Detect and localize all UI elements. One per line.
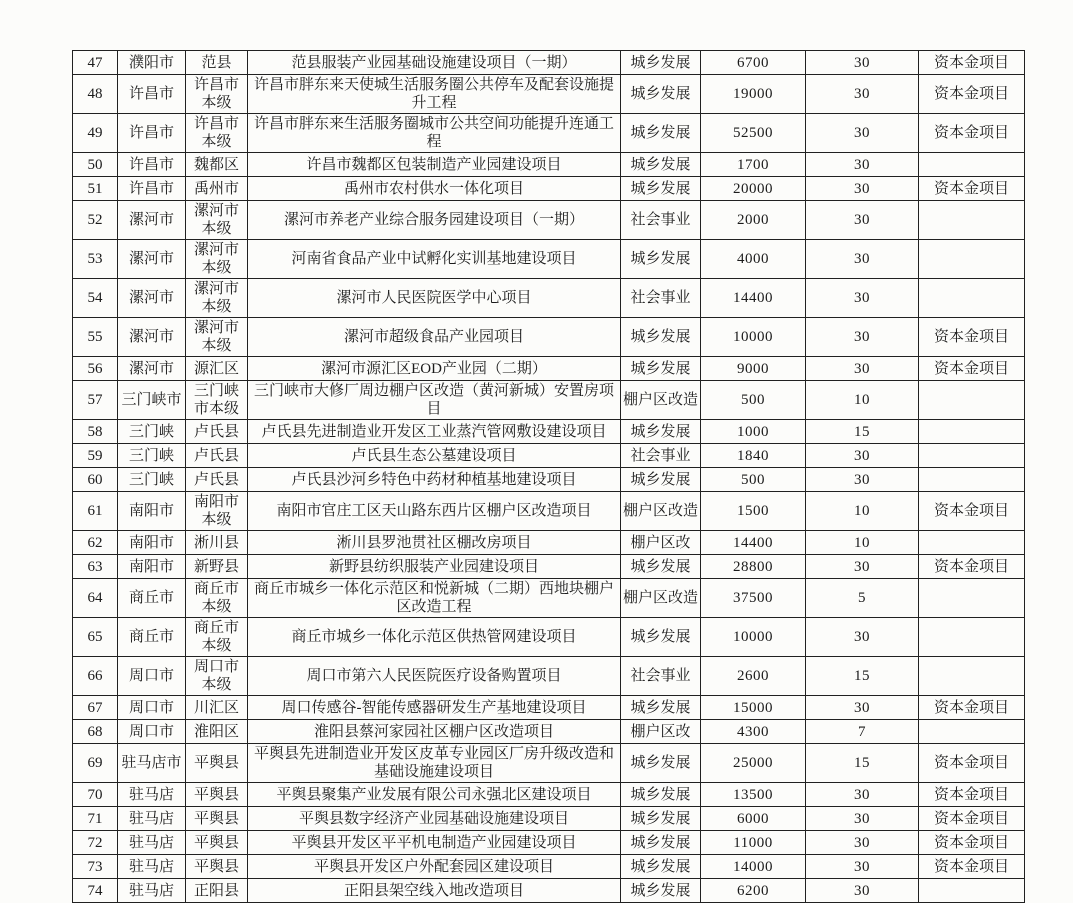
cell-percent: 30 — [806, 75, 919, 114]
cell-percent: 30 — [806, 201, 919, 240]
cell-city: 三门峡 — [118, 468, 186, 492]
cell-project: 河南省食品产业中试孵化实训基地建设项目 — [248, 240, 621, 279]
cell-category: 城乡发展 — [621, 744, 701, 783]
table-row — [73, 657, 1025, 696]
cell-county: 三门峡市本级 — [186, 381, 248, 420]
table-row — [73, 618, 1025, 657]
cell-note: 资本金项目 — [919, 831, 1025, 855]
cell-project: 漯河市源汇区EOD产业园（二期） — [248, 357, 621, 381]
cell-category: 城乡发展 — [621, 696, 701, 720]
cell-county: 漯河市本级 — [186, 279, 248, 318]
cell-city: 商丘市 — [118, 618, 186, 657]
cell-category: 城乡发展 — [621, 177, 701, 201]
cell-note: 资本金项目 — [919, 855, 1025, 879]
cell-amount: 6700 — [701, 51, 806, 75]
cell-city: 周口市 — [118, 696, 186, 720]
cell-city: 周口市 — [118, 657, 186, 696]
cell-project: 许昌市魏都区包装制造产业园建设项目 — [248, 153, 621, 177]
cell-category: 城乡发展 — [621, 318, 701, 357]
cell-seq: 68 — [73, 720, 118, 744]
cell-category: 城乡发展 — [621, 618, 701, 657]
cell-category: 城乡发展 — [621, 783, 701, 807]
cell-seq: 60 — [73, 468, 118, 492]
cell-percent: 10 — [806, 381, 919, 420]
cell-category: 城乡发展 — [621, 75, 701, 114]
cell-project: 范县服装产业园基础设施建设项目（一期） — [248, 51, 621, 75]
cell-county: 淅川县 — [186, 531, 248, 555]
cell-note — [919, 444, 1025, 468]
cell-seq: 54 — [73, 279, 118, 318]
table-row — [73, 420, 1025, 444]
cell-city: 驻马店市 — [118, 744, 186, 783]
table-row — [73, 492, 1025, 531]
cell-project: 漯河市养老产业综合服务园建设项目（一期） — [248, 201, 621, 240]
cell-county: 周口市本级 — [186, 657, 248, 696]
table-row — [73, 831, 1025, 855]
cell-city: 濮阳市 — [118, 51, 186, 75]
cell-project: 许昌市胖东来天使城生活服务圈公共停车及配套设施提升工程 — [248, 75, 621, 114]
cell-seq: 73 — [73, 855, 118, 879]
cell-category: 社会事业 — [621, 444, 701, 468]
cell-county: 卢氏县 — [186, 468, 248, 492]
cell-percent: 30 — [806, 879, 919, 903]
cell-city: 驻马店 — [118, 879, 186, 903]
cell-seq: 74 — [73, 879, 118, 903]
cell-county: 源汇区 — [186, 357, 248, 381]
cell-county: 范县 — [186, 51, 248, 75]
cell-seq: 70 — [73, 783, 118, 807]
cell-project: 周口市第六人民医院医疗设备购置项目 — [248, 657, 621, 696]
cell-category: 城乡发展 — [621, 240, 701, 279]
cell-city: 南阳市 — [118, 531, 186, 555]
cell-county: 正阳县 — [186, 879, 248, 903]
cell-note: 资本金项目 — [919, 555, 1025, 579]
cell-percent: 5 — [806, 579, 919, 618]
table-row — [73, 177, 1025, 201]
cell-note: 资本金项目 — [919, 696, 1025, 720]
cell-percent: 30 — [806, 555, 919, 579]
cell-amount: 1840 — [701, 444, 806, 468]
cell-note — [919, 879, 1025, 903]
cell-seq: 62 — [73, 531, 118, 555]
table-row — [73, 531, 1025, 555]
cell-county: 平舆县 — [186, 744, 248, 783]
cell-category: 棚户区改造 — [621, 381, 701, 420]
cell-amount: 15000 — [701, 696, 806, 720]
table-row — [73, 807, 1025, 831]
cell-note: 资本金项目 — [919, 177, 1025, 201]
cell-seq: 66 — [73, 657, 118, 696]
table-row — [73, 240, 1025, 279]
cell-category: 城乡发展 — [621, 114, 701, 153]
cell-seq: 71 — [73, 807, 118, 831]
cell-project: 三门峡市大修厂周边棚户区改造（黄河新城）安置房项目 — [248, 381, 621, 420]
cell-project: 商丘市城乡一体化示范区供热管网建设项目 — [248, 618, 621, 657]
cell-amount: 500 — [701, 468, 806, 492]
cell-note: 资本金项目 — [919, 75, 1025, 114]
cell-percent: 30 — [806, 807, 919, 831]
cell-amount: 20000 — [701, 177, 806, 201]
cell-percent: 30 — [806, 318, 919, 357]
cell-amount: 19000 — [701, 75, 806, 114]
cell-note: 资本金项目 — [919, 492, 1025, 531]
cell-amount: 6000 — [701, 807, 806, 831]
cell-seq: 58 — [73, 420, 118, 444]
cell-project: 平舆县数字经济产业园基础设施建设项目 — [248, 807, 621, 831]
table-row — [73, 75, 1025, 114]
cell-percent: 30 — [806, 444, 919, 468]
cell-category: 棚户区改 — [621, 720, 701, 744]
cell-county: 许昌市本级 — [186, 114, 248, 153]
cell-amount: 14400 — [701, 279, 806, 318]
cell-seq: 49 — [73, 114, 118, 153]
cell-percent: 30 — [806, 240, 919, 279]
projects-table-body — [73, 51, 1025, 903]
cell-seq: 69 — [73, 744, 118, 783]
cell-city: 商丘市 — [118, 579, 186, 618]
cell-county: 平舆县 — [186, 807, 248, 831]
cell-project: 淮阳县蔡河家园社区棚户区改造项目 — [248, 720, 621, 744]
cell-project: 正阳县架空线入地改造项目 — [248, 879, 621, 903]
cell-category: 社会事业 — [621, 279, 701, 318]
cell-city: 驻马店 — [118, 783, 186, 807]
table-row — [73, 279, 1025, 318]
cell-city: 许昌市 — [118, 177, 186, 201]
cell-seq: 65 — [73, 618, 118, 657]
cell-amount: 14400 — [701, 531, 806, 555]
cell-project: 南阳市官庄工区天山路东西片区棚户区改造项目 — [248, 492, 621, 531]
cell-project: 卢氏县生态公墓建设项目 — [248, 444, 621, 468]
cell-city: 漯河市 — [118, 240, 186, 279]
cell-amount: 28800 — [701, 555, 806, 579]
table-row — [73, 579, 1025, 618]
cell-percent: 15 — [806, 657, 919, 696]
cell-county: 禹州市 — [186, 177, 248, 201]
cell-category: 社会事业 — [621, 657, 701, 696]
cell-percent: 7 — [806, 720, 919, 744]
table-row — [73, 783, 1025, 807]
cell-note — [919, 279, 1025, 318]
cell-city: 漯河市 — [118, 318, 186, 357]
cell-county: 商丘市本级 — [186, 618, 248, 657]
cell-percent: 30 — [806, 855, 919, 879]
cell-city: 驻马店 — [118, 855, 186, 879]
cell-seq: 51 — [73, 177, 118, 201]
cell-amount: 4300 — [701, 720, 806, 744]
table-row — [73, 51, 1025, 75]
cell-note — [919, 579, 1025, 618]
cell-category: 城乡发展 — [621, 855, 701, 879]
cell-city: 漯河市 — [118, 357, 186, 381]
cell-seq: 52 — [73, 201, 118, 240]
table-row — [73, 444, 1025, 468]
cell-county: 新野县 — [186, 555, 248, 579]
cell-percent: 30 — [806, 114, 919, 153]
cell-county: 魏都区 — [186, 153, 248, 177]
cell-amount: 4000 — [701, 240, 806, 279]
cell-note — [919, 420, 1025, 444]
cell-county: 淮阳区 — [186, 720, 248, 744]
table-row — [73, 201, 1025, 240]
cell-county: 平舆县 — [186, 783, 248, 807]
cell-amount: 1700 — [701, 153, 806, 177]
cell-project: 平舆县聚集产业发展有限公司永强北区建设项目 — [248, 783, 621, 807]
cell-amount: 1000 — [701, 420, 806, 444]
cell-category: 城乡发展 — [621, 420, 701, 444]
cell-county: 南阳市本级 — [186, 492, 248, 531]
cell-note: 资本金项目 — [919, 114, 1025, 153]
cell-city: 许昌市 — [118, 75, 186, 114]
cell-category: 棚户区改 — [621, 531, 701, 555]
cell-percent: 30 — [806, 831, 919, 855]
cell-amount: 500 — [701, 381, 806, 420]
cell-amount: 37500 — [701, 579, 806, 618]
cell-note — [919, 201, 1025, 240]
cell-percent: 30 — [806, 177, 919, 201]
cell-county: 商丘市本级 — [186, 579, 248, 618]
cell-percent: 30 — [806, 618, 919, 657]
cell-amount: 9000 — [701, 357, 806, 381]
cell-category: 城乡发展 — [621, 357, 701, 381]
cell-note — [919, 720, 1025, 744]
cell-city: 三门峡市 — [118, 381, 186, 420]
cell-category: 城乡发展 — [621, 153, 701, 177]
cell-percent: 30 — [806, 51, 919, 75]
cell-note — [919, 618, 1025, 657]
cell-city: 驻马店 — [118, 807, 186, 831]
table-row — [73, 318, 1025, 357]
cell-county: 漯河市本级 — [186, 318, 248, 357]
cell-note — [919, 240, 1025, 279]
cell-county: 漯河市本级 — [186, 240, 248, 279]
table-row — [73, 696, 1025, 720]
cell-amount: 52500 — [701, 114, 806, 153]
cell-note — [919, 468, 1025, 492]
cell-category: 社会事业 — [621, 201, 701, 240]
cell-note: 资本金项目 — [919, 357, 1025, 381]
cell-city: 三门峡 — [118, 444, 186, 468]
cell-project: 平舆县先进制造业开发区皮革专业园区厂房升级改造和基础设施建设项目 — [248, 744, 621, 783]
cell-percent: 15 — [806, 420, 919, 444]
cell-percent: 30 — [806, 468, 919, 492]
cell-seq: 57 — [73, 381, 118, 420]
table-row — [73, 153, 1025, 177]
cell-note: 资本金项目 — [919, 783, 1025, 807]
cell-note — [919, 153, 1025, 177]
cell-category: 城乡发展 — [621, 51, 701, 75]
cell-amount: 2000 — [701, 201, 806, 240]
cell-seq: 50 — [73, 153, 118, 177]
cell-percent: 10 — [806, 531, 919, 555]
cell-county: 许昌市本级 — [186, 75, 248, 114]
cell-seq: 48 — [73, 75, 118, 114]
cell-project: 许昌市胖东来生活服务圈城市公共空间功能提升连通工程 — [248, 114, 621, 153]
table-row — [73, 855, 1025, 879]
cell-note — [919, 657, 1025, 696]
cell-category: 棚户区改造 — [621, 579, 701, 618]
cell-seq: 53 — [73, 240, 118, 279]
cell-category: 城乡发展 — [621, 555, 701, 579]
cell-project: 新野县纺织服装产业园建设项目 — [248, 555, 621, 579]
cell-county: 卢氏县 — [186, 420, 248, 444]
cell-percent: 15 — [806, 744, 919, 783]
cell-seq: 55 — [73, 318, 118, 357]
cell-seq: 67 — [73, 696, 118, 720]
cell-project: 卢氏县沙河乡特色中药材种植基地建设项目 — [248, 468, 621, 492]
cell-category: 棚户区改造 — [621, 492, 701, 531]
table-row — [73, 381, 1025, 420]
cell-note: 资本金项目 — [919, 807, 1025, 831]
cell-note: 资本金项目 — [919, 51, 1025, 75]
cell-city: 周口市 — [118, 720, 186, 744]
cell-amount: 6200 — [701, 879, 806, 903]
cell-percent: 10 — [806, 492, 919, 531]
cell-county: 漯河市本级 — [186, 201, 248, 240]
cell-amount: 11000 — [701, 831, 806, 855]
cell-project: 漯河市超级食品产业园项目 — [248, 318, 621, 357]
cell-amount: 13500 — [701, 783, 806, 807]
cell-project: 卢氏县先进制造业开发区工业蒸汽管网敷设建设项目 — [248, 420, 621, 444]
cell-seq: 63 — [73, 555, 118, 579]
cell-note — [919, 381, 1025, 420]
cell-amount: 2600 — [701, 657, 806, 696]
cell-percent: 30 — [806, 357, 919, 381]
cell-project: 漯河市人民医院医学中心项目 — [248, 279, 621, 318]
cell-project: 禹州市农村供水一体化项目 — [248, 177, 621, 201]
table-row — [73, 555, 1025, 579]
cell-percent: 30 — [806, 696, 919, 720]
cell-city: 南阳市 — [118, 492, 186, 531]
cell-project: 商丘市城乡一体化示范区和悦新城（二期）西地块棚户区改造工程 — [248, 579, 621, 618]
cell-city: 三门峡 — [118, 420, 186, 444]
cell-amount: 10000 — [701, 618, 806, 657]
cell-seq: 47 — [73, 51, 118, 75]
table-row — [73, 744, 1025, 783]
cell-county: 平舆县 — [186, 831, 248, 855]
cell-city: 南阳市 — [118, 555, 186, 579]
cell-city: 漯河市 — [118, 279, 186, 318]
cell-project: 淅川县罗池贯社区棚改房项目 — [248, 531, 621, 555]
cell-seq: 56 — [73, 357, 118, 381]
cell-county: 平舆县 — [186, 855, 248, 879]
cell-category: 城乡发展 — [621, 879, 701, 903]
cell-seq: 61 — [73, 492, 118, 531]
cell-amount: 14000 — [701, 855, 806, 879]
cell-amount: 10000 — [701, 318, 806, 357]
cell-amount: 25000 — [701, 744, 806, 783]
cell-note: 资本金项目 — [919, 744, 1025, 783]
cell-percent: 30 — [806, 279, 919, 318]
table-row — [73, 114, 1025, 153]
cell-note: 资本金项目 — [919, 318, 1025, 357]
cell-category: 城乡发展 — [621, 807, 701, 831]
cell-county: 卢氏县 — [186, 444, 248, 468]
cell-city: 许昌市 — [118, 114, 186, 153]
cell-city: 许昌市 — [118, 153, 186, 177]
cell-note — [919, 531, 1025, 555]
table-row — [73, 468, 1025, 492]
cell-city: 驻马店 — [118, 831, 186, 855]
cell-amount: 1500 — [701, 492, 806, 531]
table-row — [73, 720, 1025, 744]
cell-percent: 30 — [806, 153, 919, 177]
cell-percent: 30 — [806, 783, 919, 807]
table-row — [73, 879, 1025, 903]
cell-county: 川汇区 — [186, 696, 248, 720]
cell-city: 漯河市 — [118, 201, 186, 240]
table-row — [73, 357, 1025, 381]
cell-seq: 64 — [73, 579, 118, 618]
cell-category: 城乡发展 — [621, 831, 701, 855]
cell-category: 城乡发展 — [621, 468, 701, 492]
cell-seq: 59 — [73, 444, 118, 468]
cell-project: 周口传感谷-智能传感器研发生产基地建设项目 — [248, 696, 621, 720]
projects-table — [72, 50, 1025, 903]
cell-project: 平舆县开发区户外配套园区建设项目 — [248, 855, 621, 879]
cell-seq: 72 — [73, 831, 118, 855]
cell-project: 平舆县开发区平平机电制造产业园建设项目 — [248, 831, 621, 855]
